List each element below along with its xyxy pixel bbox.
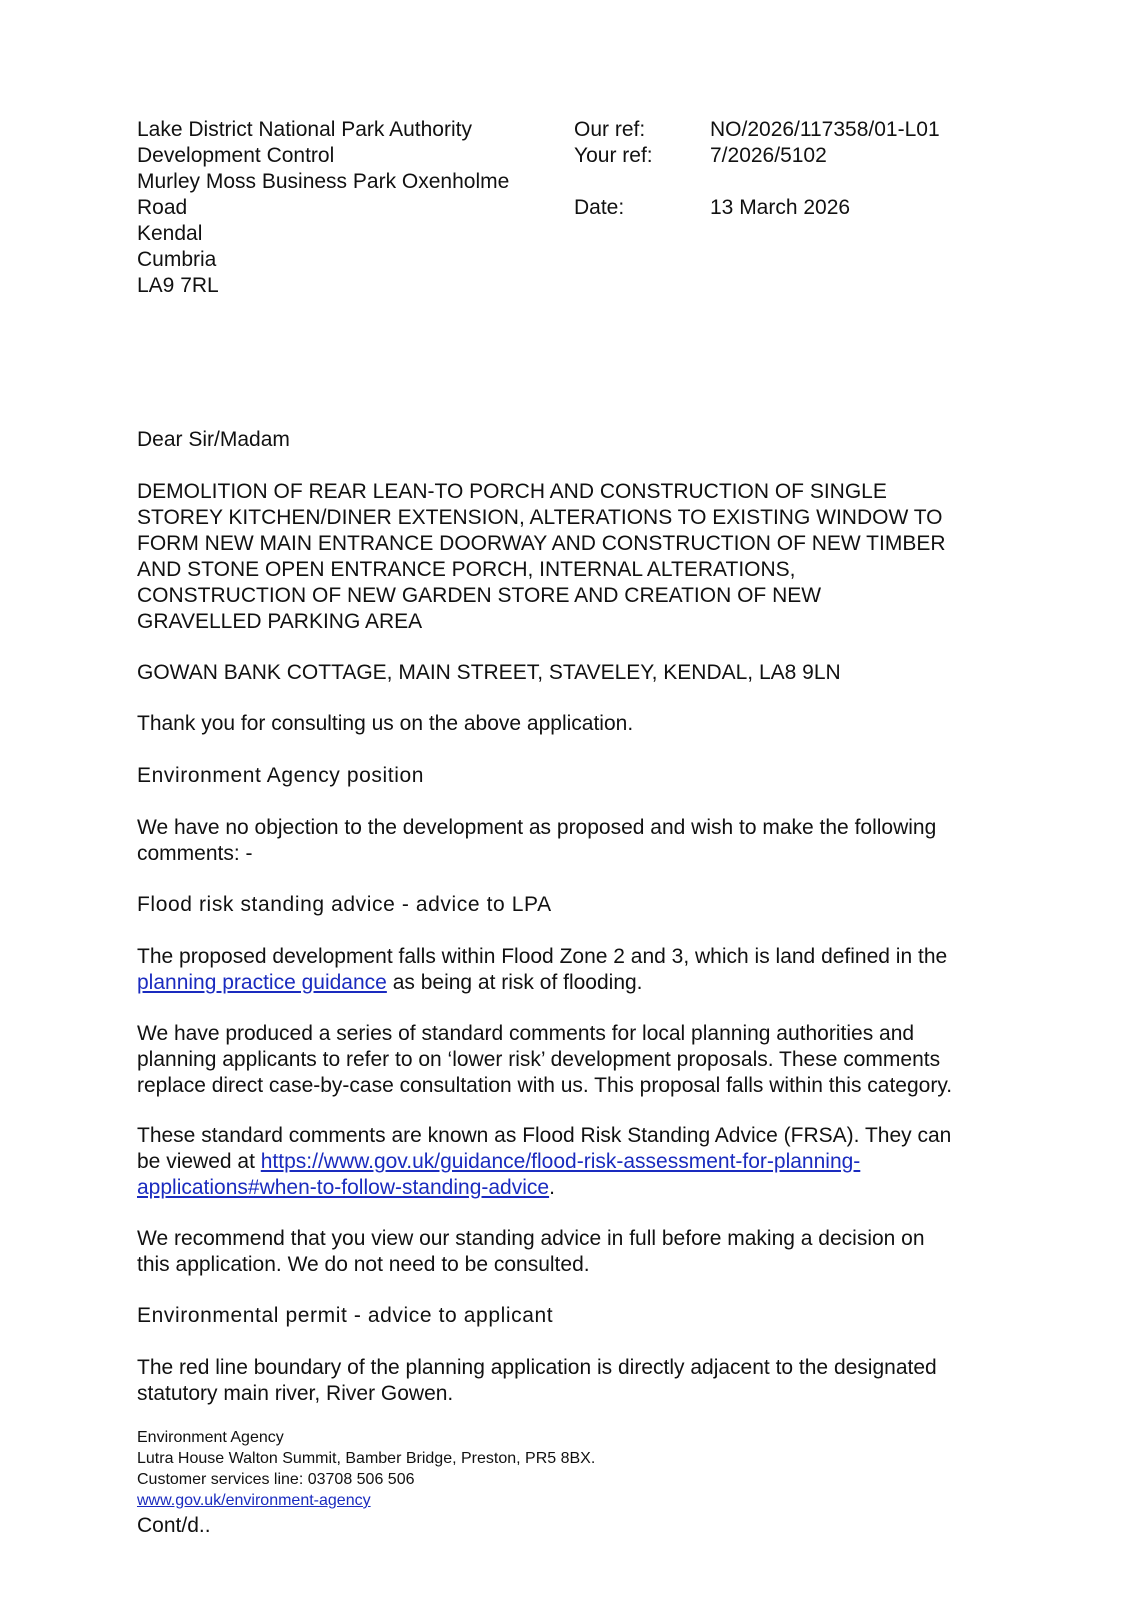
footer-phone: Customer services line: 03708 506 506 — [137, 1471, 415, 1488]
our-ref-label: Our ref: — [574, 118, 646, 141]
thanks-paragraph: Thank you for consulting us on the above application. — [137, 712, 634, 735]
paragraph-line — [137, 1175, 1037, 1201]
our-ref-value: NO/2026/117358/01-L01 — [710, 118, 940, 141]
subject-block — [137, 479, 1037, 635]
recipient-line: Lake District National Park Authority — [137, 118, 472, 141]
paragraph-line: this application. We do not need to be consulted. — [137, 1253, 590, 1276]
date-value: 13 March 2026 — [710, 196, 851, 219]
frsa-link[interactable]: https://www.gov.uk/guidance/flood-risk-assessment-for-planning- — [260, 1150, 861, 1173]
paragraph-line: replace direct case-by-case consultation with us. This proposal falls within this category. — [137, 1074, 953, 1097]
paragraph-line: comments: - — [137, 842, 253, 865]
paragraph-line — [137, 970, 1037, 996]
heading-flood-risk: Flood risk standing advice - advice to LPA — [137, 893, 552, 916]
subject-line: AND STONE OPEN ENTRANCE PORCH, INTERNAL ALTERATIONS, — [137, 558, 796, 581]
recipient-line: Murley Moss Business Park Oxenholme — [137, 170, 510, 193]
recipient-line: Road — [137, 196, 188, 219]
permit-paragraph — [137, 1355, 1037, 1407]
site-address: GOWAN BANK COTTAGE, MAIN STREET, STAVELEY, KENDAL, LA8 9LN — [137, 661, 841, 684]
footer-address: Lutra House Walton Summit, Bamber Bridge, Preston, PR5 8BX. — [137, 1450, 596, 1467]
subject-line: STOREY KITCHEN/DINER EXTENSION, ALTERATIONS TO EXISTING WINDOW TO — [137, 506, 943, 529]
paragraph-text: as being at risk of flooding. — [386, 971, 643, 994]
continued-marker: Cont/d.. — [137, 1514, 211, 1537]
recipient-line: Development Control — [137, 144, 335, 167]
salutation: Dear Sir/Madam — [137, 428, 290, 451]
date-label: Date: — [574, 196, 625, 219]
heading-ea-position: Environment Agency position — [137, 764, 425, 787]
subject-line: CONSTRUCTION OF NEW GARDEN STORE AND CREATION OF NEW — [137, 584, 822, 607]
flood-paragraph-2 — [137, 1021, 1037, 1099]
flood-paragraph-3 — [137, 1123, 1037, 1201]
recipient-line: Kendal — [137, 222, 203, 245]
flood-paragraph-4 — [137, 1226, 1037, 1278]
paragraph-line: The proposed development falls within Flood Zone 2 and 3, which is land defined in the — [137, 945, 948, 968]
paragraph-line: These standard comments are known as Flood Risk Standing Advice (FRSA). They can — [137, 1124, 952, 1147]
your-ref-label: Your ref: — [574, 144, 653, 167]
footer-website-link[interactable]: www.gov.uk/environment-agency — [137, 1492, 371, 1509]
recipient-line: LA9 7RL — [137, 274, 219, 297]
recipient-line: Cumbria — [137, 248, 217, 271]
paragraph-line: We have produced a series of standard comments for local planning authorities and — [137, 1022, 915, 1045]
frsa-link-continued[interactable]: applications#when-to-follow-standing-advice — [137, 1176, 550, 1199]
paragraph-line: statutory main river, River Gowen. — [137, 1382, 454, 1405]
paragraph-text: be viewed at — [137, 1150, 261, 1173]
paragraph-line: planning applicants to refer to on ‘lower risk’ development proposals. These comments — [137, 1048, 941, 1071]
your-ref-value: 7/2026/5102 — [710, 144, 827, 167]
paragraph-text: . — [549, 1176, 555, 1199]
paragraph-line: The red line boundary of the planning application is directly adjacent to the designated — [137, 1356, 937, 1379]
flood-paragraph-1 — [137, 944, 1037, 996]
subject-line: FORM NEW MAIN ENTRANCE DOORWAY AND CONSTRUCTION OF NEW TIMBER — [137, 532, 946, 555]
planning-practice-guidance-link[interactable]: planning practice guidance — [137, 971, 387, 994]
heading-environmental-permit: Environmental permit - advice to applicant — [137, 1304, 554, 1327]
subject-line: GRAVELLED PARKING AREA — [137, 610, 423, 633]
footer-org: Environment Agency — [137, 1429, 284, 1446]
paragraph-line: We recommend that you view our standing advice in full before making a decision on — [137, 1227, 925, 1250]
paragraph-line: We have no objection to the development as proposed and wish to make the following — [137, 816, 937, 839]
subject-line: DEMOLITION OF REAR LEAN-TO PORCH AND CONSTRUCTION OF SINGLE — [137, 480, 887, 503]
paragraph-line — [137, 1149, 1037, 1175]
position-paragraph — [137, 815, 1037, 867]
